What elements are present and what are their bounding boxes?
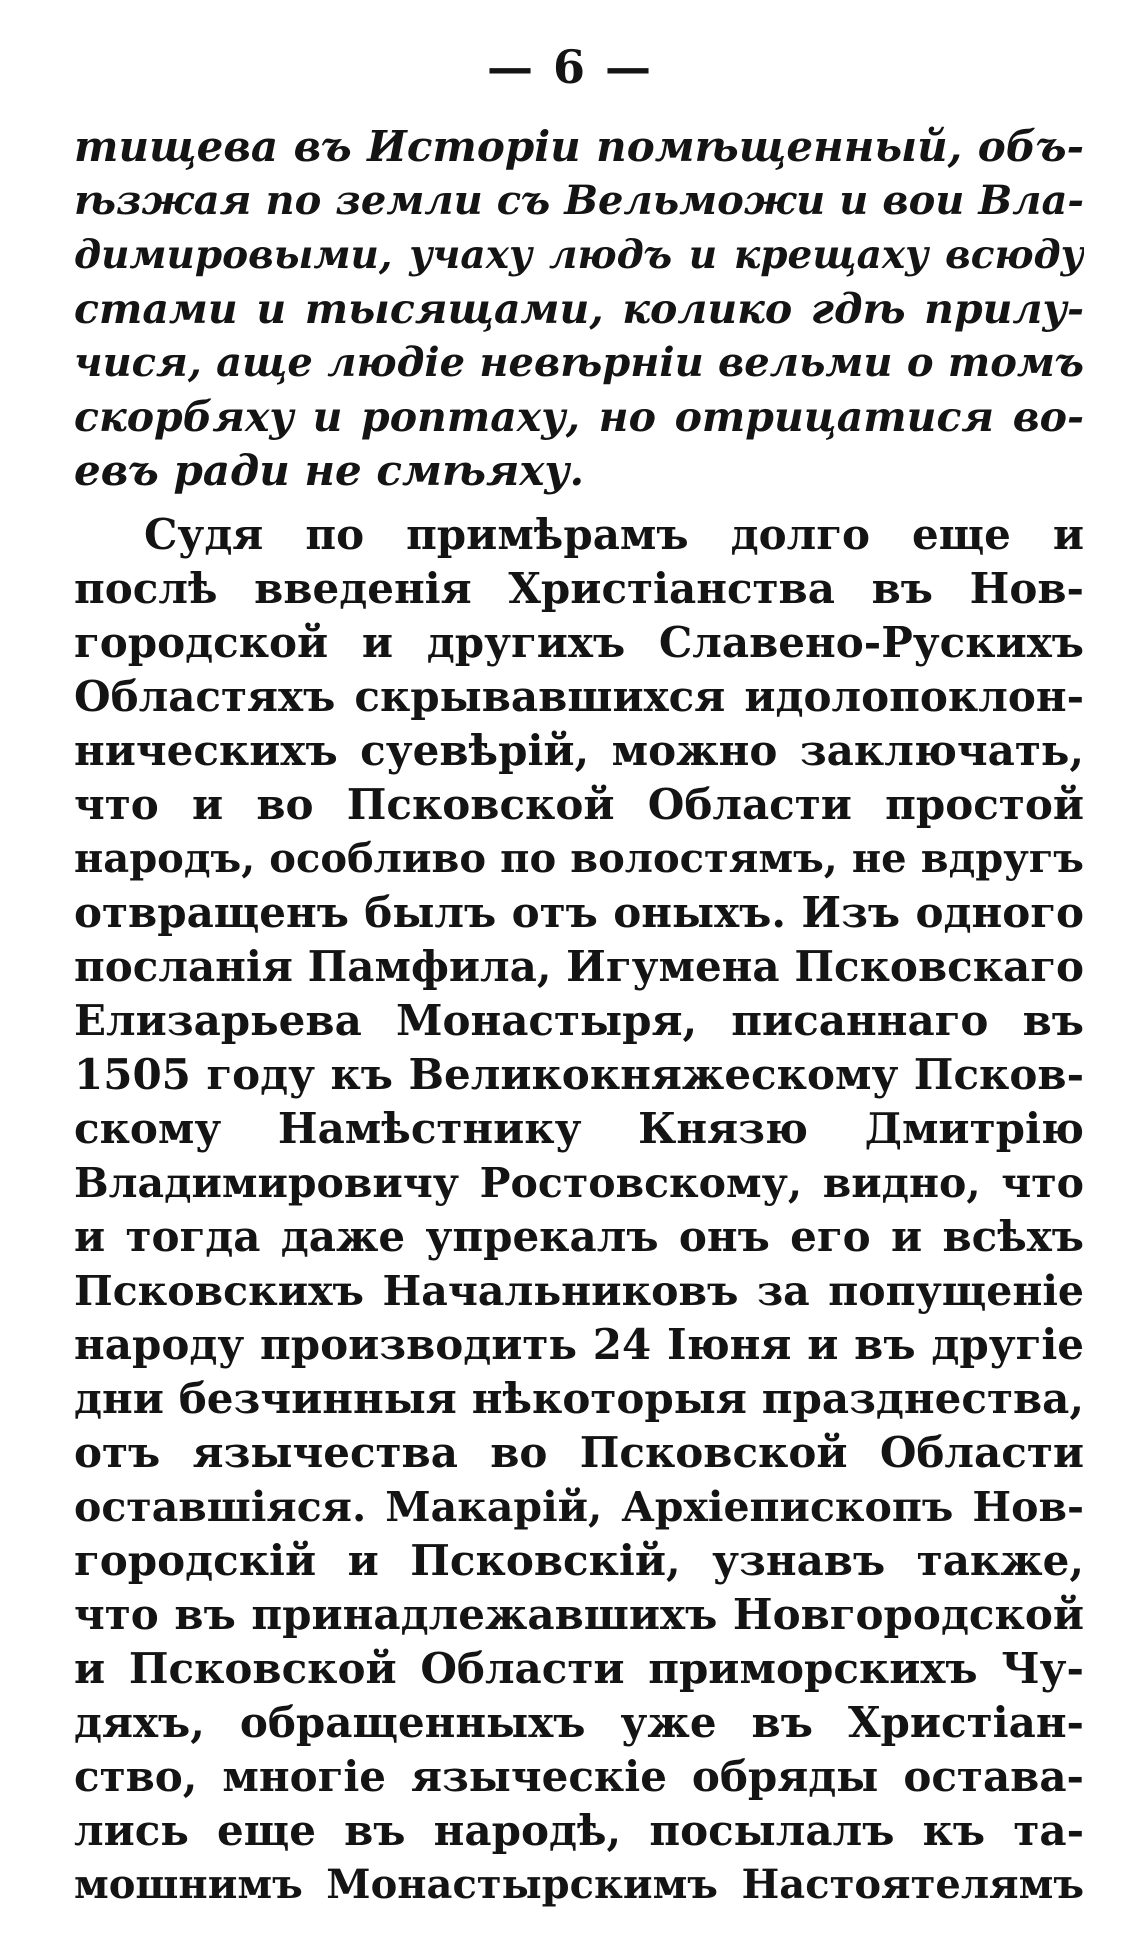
text-line: Владимировичу Ростовскому, видно, что: [74, 1159, 1084, 1207]
text-line: Елизарьева Монастыря, писаннаго въ: [74, 996, 1084, 1045]
page-number: — 6 —: [486, 40, 654, 94]
paragraph-gap: [74, 498, 1084, 508]
text-line: посланія Памфила, Игумена Псковскаго: [74, 942, 1084, 991]
paragraph-main: [74, 508, 1084, 1912]
text-line: ство, многіе языческіе обряды остава-: [74, 1752, 1084, 1801]
text-line: что въ принадлежавшихъ Новгородской: [74, 1590, 1084, 1639]
text-line: народъ, особливо по волостямъ, не вдругъ: [74, 835, 1084, 882]
text-line: ѣзжая по земли съ Вельможи и вои Вла-: [74, 177, 1084, 224]
text-line: послѣ введенія Христіанства въ Нов-: [74, 564, 1084, 613]
text-line: и Псковской Области приморскихъ Чу-: [74, 1644, 1084, 1693]
text-line: лись еще въ народѣ, посылалъ къ та-: [74, 1806, 1084, 1855]
text-line: отвращенъ былъ отъ оныхъ. Изъ одного: [74, 888, 1084, 937]
text-line: евъ ради не смѣяху.: [74, 446, 585, 495]
text-line: дни безчинныя нѣкоторыя празднества,: [74, 1374, 1084, 1423]
text-block: [74, 120, 1084, 1912]
text-line: скорбяху и роптаху, но отрицатися во-: [74, 393, 1084, 441]
text-line: ническихъ суевѣрій, можно заключать,: [74, 726, 1084, 775]
text-line: Областяхъ скрывавшихся идолопоклон-: [74, 672, 1084, 721]
text-line: чися, аще людіе невѣрніи вельми о томъ: [74, 339, 1084, 386]
text-line: скому Намѣстнику Князю Дмитрію: [74, 1104, 1084, 1153]
text-line: тищева въ Исторіи помѣщенный, объ-: [74, 122, 1084, 171]
text-line: оставшіяся. Макарій, Архіепископъ Нов-: [74, 1483, 1084, 1531]
text-line: стами и тысящами, колико гдѣ прилу-: [74, 285, 1084, 333]
text-line: что и во Псковской Области простой: [74, 780, 1084, 829]
text-line: 1505 году къ Великокняжескому Псков-: [74, 1050, 1084, 1099]
text-line: народу производить 24 Іюня и въ другіе: [74, 1320, 1084, 1369]
text-line: Судя по примѣрамъ долго еще и: [144, 510, 1084, 559]
text-line: мошнимъ Монастырскимъ Настоятелямъ: [74, 1861, 1084, 1908]
text-line: и тогда даже упрекалъ онъ его и всѣхъ: [74, 1212, 1084, 1261]
text-line: Псковскихъ Начальниковъ за попущеніе: [74, 1267, 1084, 1315]
text-line: димировыми, учаху людъ и крещаху всюду: [74, 232, 1084, 278]
paragraph-quotation: [74, 120, 1084, 498]
text-line: отъ язычества во Псковской Области: [74, 1428, 1084, 1477]
text-line: дяхъ, обращенныхъ уже въ Христіан-: [74, 1698, 1084, 1747]
text-line: городскій и Псковскій, узнавъ также,: [74, 1536, 1084, 1585]
text-line: городской и другихъ Славено-Рускихъ: [74, 618, 1084, 667]
